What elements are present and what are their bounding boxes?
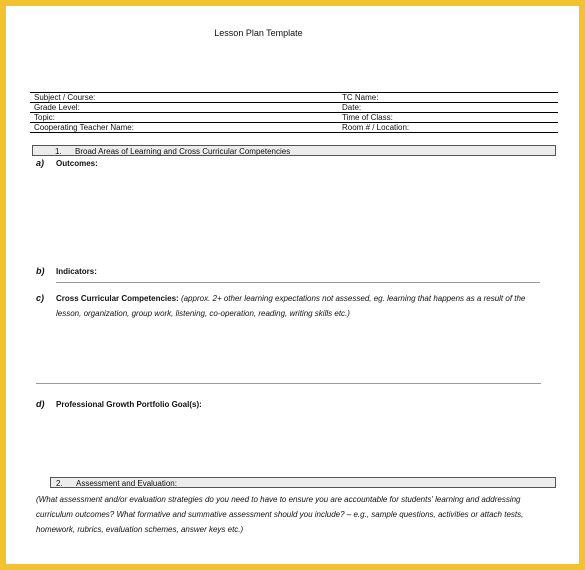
topic-label: Topic: [30, 113, 338, 123]
item-letter: d) [36, 399, 45, 409]
professional-growth-label: Professional Growth Portfolio Goal(s): [56, 400, 202, 409]
indicators-label: Indicators: [56, 267, 97, 276]
table-row [30, 113, 558, 123]
item-letter: c) [36, 293, 45, 303]
assessment-line-1: (What assessment and/or evaluation strategies do you need to have to ensure you are accountable for students' learning and addressing [36, 495, 521, 504]
grade-level-label: Grade Level: [30, 103, 338, 113]
subject-course-label: Subject / Course: [30, 93, 338, 103]
cross-curricular-label: Cross Curricular Competencies: [56, 294, 179, 303]
cross-curricular-label-group [56, 291, 525, 306]
document-page [6, 6, 579, 564]
info-table [30, 92, 558, 133]
date-label: Date: [338, 103, 558, 113]
assessment-line-2: curriculum outcomes? What formative and summative assessment should you include? – e.g., sample questions, activities or attach tests, [36, 510, 524, 519]
section-2-title: Assessment and Evaluation: [76, 479, 177, 488]
time-of-class-label: Time of Class: [338, 113, 558, 123]
section-2-header [50, 477, 556, 488]
table-row [30, 123, 558, 133]
tc-name-label: TC Name: [338, 93, 558, 103]
section-2-number: 2. [56, 479, 63, 488]
table-row [30, 103, 558, 113]
section-1-number: 1. [55, 147, 62, 156]
item-letter: a) [36, 158, 45, 168]
document-title: Lesson Plan Template [214, 28, 303, 38]
table-row [30, 93, 558, 103]
outcomes-label: Outcomes: [56, 159, 98, 168]
divider-line [56, 282, 540, 283]
section-1-header [32, 145, 556, 156]
assessment-line-3: homework, rubrics, evaluation schemes, answer keys etc.) [36, 525, 244, 534]
room-location-label: Room # / Location: [338, 123, 558, 133]
cross-curricular-description-cont: lesson, organization, group work, listening, co-operation, reading, writing skills etc.) [56, 309, 350, 318]
cooperating-teacher-label: Cooperating Teacher Name: [30, 123, 338, 133]
cross-curricular-description: (approx. 2+ other learning expectations not assessed, eg. learning that happens as a result of the [180, 294, 526, 303]
section-1-title: Broad Areas of Learning and Cross Curricular Competencies [75, 147, 291, 156]
item-letter: b) [36, 266, 45, 276]
divider-line [36, 383, 541, 384]
